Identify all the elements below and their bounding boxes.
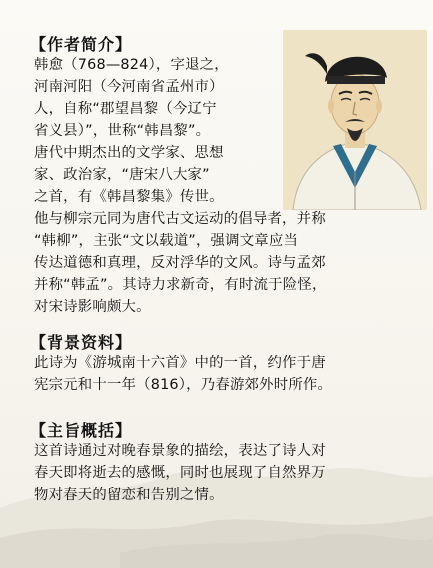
- author-section-title: 【作者简介】: [30, 35, 133, 54]
- portrait-han-yu: [283, 30, 427, 210]
- theme-line: 春天即将逝去的感慨，同时也展现了自然界万: [34, 465, 326, 481]
- author-body-line: “韩柳”，主张“文以载道”，强调文章应当: [34, 233, 299, 249]
- author-body-line: 传达道德和真理，反对浮华的文风。诗与孟郊: [34, 255, 326, 271]
- author-body: [34, 208, 429, 318]
- author-intro-line: 人，自称“郡望昌黎（今辽宁: [34, 101, 217, 117]
- author-body-line: 对宋诗影响颇大。: [34, 299, 151, 315]
- background-line: 此诗为《游城南十六首》中的一首，约作于唐: [34, 355, 326, 371]
- theme-body: [34, 440, 429, 506]
- theme-section-title: 【主旨概括】: [30, 421, 133, 440]
- author-intro-line: 唐代中期杰出的文学家、思想: [34, 145, 224, 161]
- author-body-line: 并称“韩孟”。其诗力求新奇，有时流于险怪，: [34, 277, 327, 293]
- background-line: 宪宗元和十一年（816），乃春游郊外时所作。: [34, 377, 333, 393]
- author-intro-line: 家、政治家，“唐宋八大家”: [34, 167, 210, 183]
- background-section-title: 【背景资料】: [30, 333, 133, 352]
- theme-line: 这首诗通过对晚春景象的描绘，表达了诗人对: [34, 443, 326, 459]
- author-intro-line: 韩愈（768—824），字退之，: [34, 57, 229, 73]
- theme-line: 物对春天的留恋和告别之情。: [34, 487, 224, 503]
- background-body: [34, 352, 429, 396]
- author-intro-line: 省义县）”，世称“韩昌黎”。: [34, 123, 211, 139]
- author-intro-line: 之首，有《韩昌黎集》传世。: [34, 189, 224, 205]
- author-body-line: 他与柳宗元同为唐代古文运动的倡导者，并称: [34, 211, 326, 227]
- author-intro: [34, 54, 284, 208]
- author-intro-line: 河南河阳（今河南省孟州市）: [34, 79, 224, 95]
